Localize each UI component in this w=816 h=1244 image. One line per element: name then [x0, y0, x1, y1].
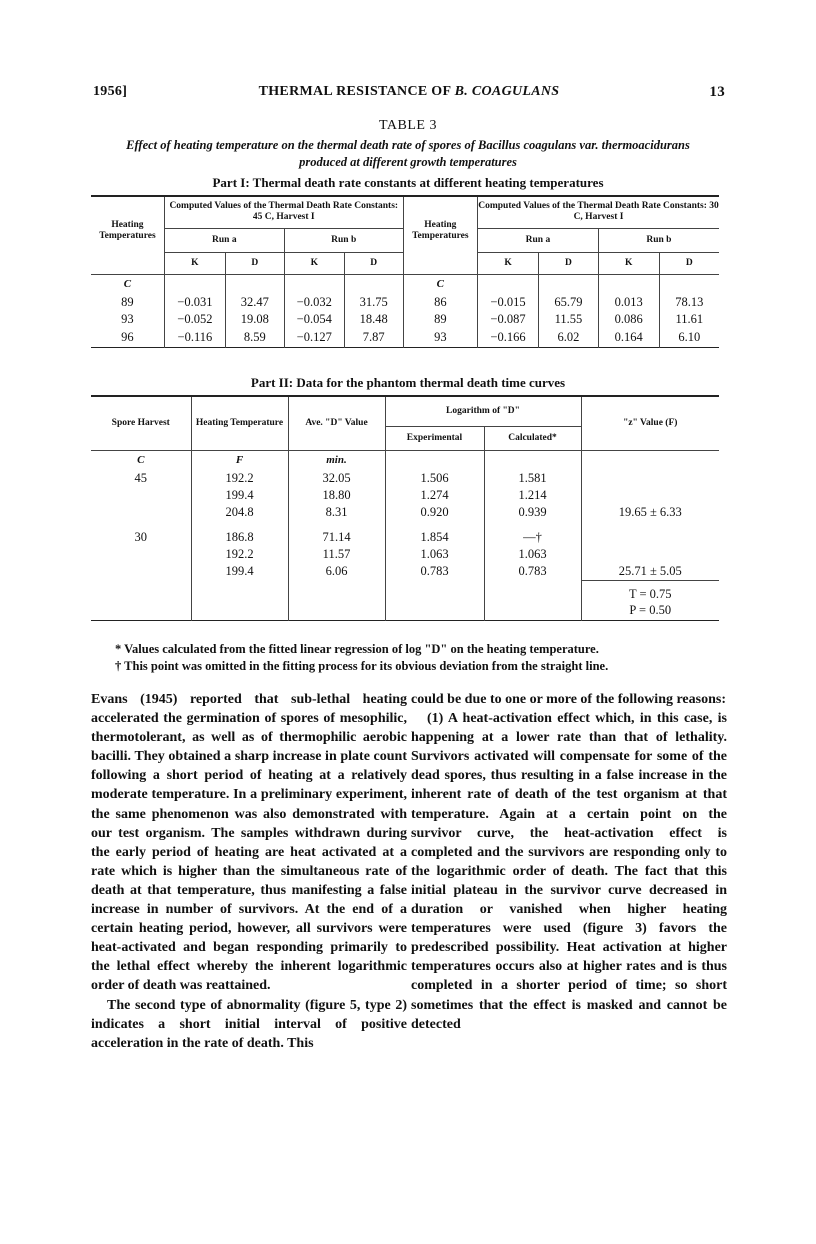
cell-k: −0.116: [164, 328, 225, 347]
cell-k: −0.054: [284, 311, 344, 328]
k-header: K: [478, 252, 539, 274]
cell-calc: 1.214: [484, 487, 581, 504]
cell-d: 18.48: [344, 311, 403, 328]
d-header: D: [539, 252, 599, 274]
cell-harvest: 30: [91, 529, 191, 546]
temp-unit-right: C: [403, 274, 477, 294]
cell-d: 11.55: [539, 311, 599, 328]
left-column: [91, 690, 407, 1053]
heating-temperature-header: Heating Temperature: [191, 396, 288, 450]
cell-d: 11.57: [288, 546, 385, 563]
ave-d-header: Ave. "D" Value: [288, 396, 385, 450]
cell-temp: 86: [403, 294, 477, 311]
cell-temp: 96: [91, 328, 164, 347]
cell-temp: 192.2: [191, 546, 288, 563]
cell-exp: 1.506: [385, 470, 484, 487]
table-row: [91, 311, 719, 328]
group-header-45c: Computed Values of the Thermal Death Rate Constants: 45 C, Harvest I: [164, 196, 403, 228]
cell-harvest: 45: [91, 470, 191, 487]
cell-exp: 1.063: [385, 546, 484, 563]
cell-temp: 204.8: [191, 504, 288, 521]
cell-temp: 199.4: [191, 487, 288, 504]
cell-d: 31.75: [344, 294, 403, 311]
cell-d: 71.14: [288, 529, 385, 546]
cell-d: 8.31: [288, 504, 385, 521]
cell-k: 0.164: [598, 328, 659, 347]
cell-k: −0.087: [478, 311, 539, 328]
table-row: [91, 504, 719, 521]
table-row: [91, 328, 719, 347]
run-b-header-left: Run b: [284, 228, 403, 252]
running-title-text: THERMAL RESISTANCE OF: [258, 84, 455, 99]
k-header: K: [598, 252, 659, 274]
cell-d: 18.80: [288, 487, 385, 504]
cell-calc: 0.939: [484, 504, 581, 521]
right-column: [411, 690, 727, 1034]
journal-year: 1956]: [93, 84, 128, 99]
running-title: [93, 84, 725, 100]
cell-k: −0.166: [478, 328, 539, 347]
k-header: K: [284, 252, 344, 274]
cell-temp: 93: [403, 328, 477, 347]
cell-z: 19.65 ± 6.33: [618, 505, 682, 519]
table-row: [91, 563, 719, 580]
cell-temp: 89: [91, 294, 164, 311]
cell-k: −0.052: [164, 311, 225, 328]
cell-calc: 0.783: [484, 563, 581, 580]
d-header: D: [659, 252, 719, 274]
cell-k: 0.013: [598, 294, 659, 311]
cell-temp: 93: [91, 311, 164, 328]
part1-title: Part I: Thermal death rate constants at different heating temperatures: [212, 175, 604, 190]
table-label: TABLE 3: [379, 118, 437, 133]
temp-unit-left: C: [91, 274, 164, 294]
cell-d: 65.79: [539, 294, 599, 311]
harvest-unit: C: [91, 450, 191, 470]
caption-line-2: produced at different growth temperatures: [299, 155, 517, 169]
table-row: [91, 294, 719, 311]
calculated-header: Calculated*: [484, 426, 581, 450]
running-title-species: B. COAGULANS: [454, 84, 560, 99]
cell-temp: 89: [403, 311, 477, 328]
log-d-header: Logarithm of "D": [385, 396, 581, 426]
stat-t: T = 0.75: [628, 586, 672, 601]
cell-d: 6.10: [678, 329, 701, 344]
cell-k: −0.015: [478, 294, 539, 311]
cell-d: 6.02: [539, 328, 599, 347]
d-unit: min.: [288, 450, 385, 470]
cell-k: −0.127: [284, 328, 344, 347]
part1-table: [91, 195, 719, 348]
cell-d: 78.13: [675, 295, 704, 309]
cell-d: 32.05: [288, 470, 385, 487]
run-a-header-left: Run a: [164, 228, 284, 252]
d-header: D: [344, 252, 403, 274]
running-head: [93, 84, 725, 104]
k-header: K: [164, 252, 225, 274]
caption-line-1: Effect of heating temperature on the thermal death rate of spores of Bacillus coagulans var. thermoacidurans: [126, 138, 690, 152]
cell-d: 19.08: [225, 311, 284, 328]
table-row: [91, 470, 719, 487]
run-b-header-right: Run b: [598, 228, 719, 252]
run-a-header-right: Run a: [478, 228, 599, 252]
cell-k: −0.032: [284, 294, 344, 311]
table-row: [91, 546, 719, 563]
cell-d: 6.06: [288, 563, 385, 580]
cell-exp: 0.783: [385, 563, 484, 580]
group-header-30c: Computed Values of the Thermal Death Rate Constants: 30 C, Harvest I: [478, 201, 719, 223]
cell-exp: 1.854: [385, 529, 484, 546]
d-header: D: [225, 252, 284, 274]
cell-d: 8.59: [225, 328, 284, 347]
cell-k: 0.086: [598, 311, 659, 328]
heating-temp-header-left: Heating Temperatures: [91, 196, 164, 252]
cell-k: −0.031: [164, 294, 225, 311]
cell-exp: 1.274: [385, 487, 484, 504]
z-value-header: "z" Value (F): [581, 396, 719, 450]
cell-calc: —†: [484, 529, 581, 546]
footnote-star: * Values calculated from the fitted linear regression of log "D" on the heating temperature.: [115, 642, 599, 656]
table-row: [91, 529, 719, 546]
spore-harvest-header: Spore Harvest: [91, 396, 191, 450]
cell-d: 32.47: [225, 294, 284, 311]
cell-calc: 1.581: [484, 470, 581, 487]
footnote-dagger: † This point was omitted in the fitting process for its obvious deviation from the straight line.: [115, 659, 609, 673]
cell-exp: 0.920: [385, 504, 484, 521]
temp-unit: F: [191, 450, 288, 470]
body-paragraph: The second type of abnormality (figure 5, type 2) indicates a short initial interval of positive acceleration in the rate of death. This: [91, 997, 407, 1051]
heating-temp-header-right: Heating Temperatures: [403, 196, 477, 252]
body-paragraph: (1) A heat-activation effect which, in this case, is happening at a lower rate than that of lethality. Survivors activated will compensate for some of the dead spores, thus resulting in a false increase in the inherent rate of death of the test organism at that temperature. Again at a certain point on the survivor curve, the heat-activation effect is completed and the survivors are responding only to the logarithmic order of death. The fact that this initial plateau in the survivor curve decreased in duration or vanished when higher heating temperatures were used (figure 3) favors the predescribed possibility. Heat activation at higher temperatures occurs also at higher rates and is thus completed in a shorter period of time; so short sometimes that the effect is masked and cannot be detected: [411, 711, 727, 1032]
body-paragraph: could be due to one or more of the following reasons:: [411, 692, 726, 707]
experimental-header: Experimental: [385, 426, 484, 450]
cell-d: 11.61: [675, 312, 704, 326]
part2-table: [91, 395, 719, 621]
part2-title: Part II: Data for the phantom thermal death time curves: [250, 375, 566, 390]
cell-z: 25.71 ± 5.05: [581, 563, 719, 580]
table-row: [91, 487, 719, 504]
cell-temp: 199.4: [191, 563, 288, 580]
table-caption: [100, 137, 716, 171]
cell-calc: 1.063: [484, 546, 581, 563]
stat-p: P = 0.50: [629, 603, 672, 618]
cell-temp: 186.8: [191, 529, 288, 546]
cell-temp: 192.2: [191, 470, 288, 487]
body-paragraph: Evans (1945) reported that sub-lethal heating accelerated the germination of spores of mesophilic, thermotolerant, as well as of thermophilic aerobic bacilli. They obtained a sharp increase in plate count following a short period of heating at a relatively moderate temperature. In a preliminary experiment, the same phenomenon was also demonstrated with our test organism. The samples withdrawn during the early period of heating are heat activated at a rate which is higher than the simultaneous rate of death at that temperature, thus manifesting a false increase in number of survivors. At the end of a certain heating period, however, all survivors were heat-activated and began responding primarily to the lethal effect whereby the inherent logarithmic order of death was reattained.: [91, 692, 407, 994]
page-number: 13: [709, 84, 725, 100]
cell-d: 7.87: [344, 328, 403, 347]
